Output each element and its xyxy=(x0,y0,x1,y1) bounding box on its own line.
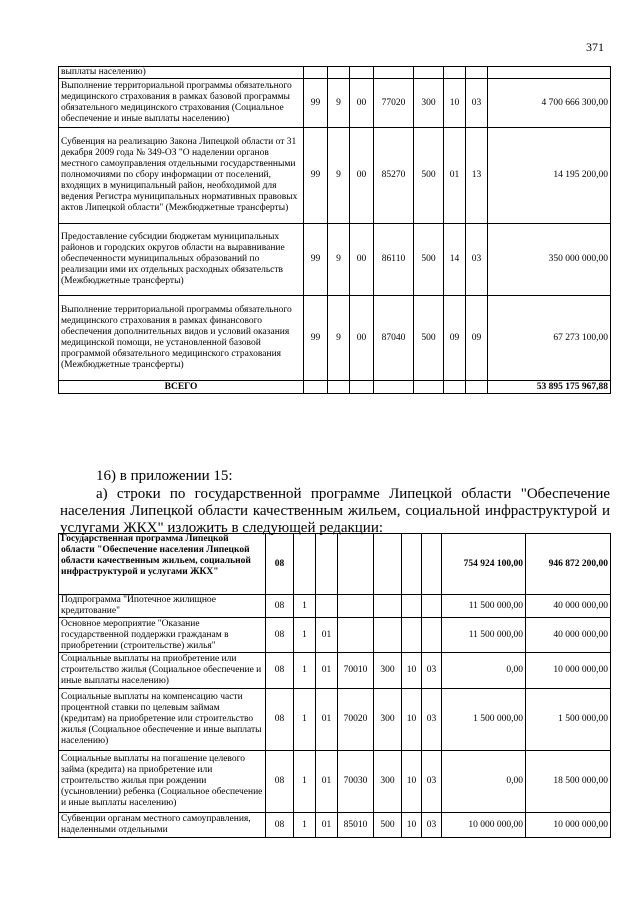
code-2: 1 xyxy=(294,689,316,751)
code-7: 03 xyxy=(422,689,442,751)
code-6 xyxy=(444,67,466,79)
code-1 xyxy=(304,67,328,79)
code-5: 300 xyxy=(374,751,402,813)
code-3: 01 xyxy=(316,751,338,813)
code-1: 08 xyxy=(266,653,294,689)
code-4: 85270 xyxy=(374,128,414,224)
amount-year-1: 11 500 000,00 xyxy=(442,595,526,618)
code-1: 08 xyxy=(266,689,294,751)
code-2: 1 xyxy=(294,595,316,618)
row-name: выплаты населению) xyxy=(59,67,304,79)
code-6: 01 xyxy=(444,128,466,224)
amount-year-2: 18 500 000,00 xyxy=(526,751,611,813)
amount-year-1: 10 000 000,00 xyxy=(442,813,526,838)
code-2: 9 xyxy=(328,224,350,296)
row-name: Предоставление субсидии бюджетам муниципальных районов и городских округов области на выравнивание обеспеченности муниципальных образований по реализации ими их отдельных расходных обязательств (Межбюджетные трансферты) xyxy=(59,224,304,296)
amount-year-2: 40 000 000,00 xyxy=(526,595,611,618)
code-6: 09 xyxy=(444,296,466,381)
code-6: 10 xyxy=(402,689,422,751)
code-1: 08 xyxy=(266,534,294,595)
code-3: 01 xyxy=(316,689,338,751)
code-1: 99 xyxy=(304,224,328,296)
row-amount xyxy=(488,67,611,79)
code-7: 03 xyxy=(422,813,442,838)
table-row xyxy=(59,689,611,751)
code-5 xyxy=(374,618,402,653)
code-4: 87040 xyxy=(374,296,414,381)
total-label: ВСЕГО xyxy=(59,381,304,394)
row-amount: 67 273 100,00 xyxy=(488,296,611,381)
code-1: 08 xyxy=(266,751,294,813)
code-3 xyxy=(316,595,338,618)
code-6 xyxy=(402,534,422,595)
code-7 xyxy=(422,534,442,595)
code-3: 00 xyxy=(350,128,374,224)
code-4: 70030 xyxy=(338,751,374,813)
code-4 xyxy=(338,595,374,618)
code-6: 10 xyxy=(402,653,422,689)
total-row xyxy=(59,381,611,394)
code-7: 09 xyxy=(466,296,488,381)
code-4: 85010 xyxy=(338,813,374,838)
amount-year-1: 11 500 000,00 xyxy=(442,618,526,653)
code-6 xyxy=(402,595,422,618)
table-row xyxy=(59,128,611,224)
code-2: 9 xyxy=(328,128,350,224)
code-4: 70010 xyxy=(338,653,374,689)
total-amount: 53 895 175 967,88 xyxy=(488,381,611,394)
row-name: Субвенции органам местного самоуправления, наделенными отдельными xyxy=(59,813,266,838)
code-6: 10 xyxy=(402,751,422,813)
code-3 xyxy=(316,534,338,595)
code-3: 00 xyxy=(350,224,374,296)
code-2: 1 xyxy=(294,618,316,653)
code-5 xyxy=(374,534,402,595)
code-4: 86110 xyxy=(374,224,414,296)
code-7 xyxy=(466,67,488,79)
code-4 xyxy=(338,534,374,595)
code-7: 03 xyxy=(422,751,442,813)
code-4 xyxy=(338,618,374,653)
table-row xyxy=(59,67,611,79)
table-row xyxy=(59,618,611,653)
code-3: 01 xyxy=(316,618,338,653)
page-number: 371 xyxy=(586,40,604,54)
table-row xyxy=(59,653,611,689)
row-name: Социальные выплаты на компенсацию части процентной ставки по целевым займам (кредитам) на приобретение или строительство жилья (Социальное обеспечение и иные выплаты населению) xyxy=(59,689,266,751)
code-2: 1 xyxy=(294,751,316,813)
code-5: 500 xyxy=(374,813,402,838)
code-3 xyxy=(350,67,374,79)
table-row xyxy=(59,224,611,296)
table-row xyxy=(59,296,611,381)
amount-year-2: 40 000 000,00 xyxy=(526,618,611,653)
code-5: 500 xyxy=(414,296,444,381)
code-5: 500 xyxy=(414,128,444,224)
table-row xyxy=(59,595,611,618)
code-5: 300 xyxy=(374,653,402,689)
code-7: 13 xyxy=(466,128,488,224)
code-5: 300 xyxy=(374,689,402,751)
code-2: 1 xyxy=(294,653,316,689)
paragraph-a: а) строки по государственной программе Липецкой области "Обеспечение населения Липецкой области качественным жильем, социальной инфраструктурой и услугами ЖКХ" изложить в следующей редакции: xyxy=(60,486,610,536)
row-name: Подпрограмма "Ипотечное жилищное кредитование" xyxy=(59,595,266,618)
table-row xyxy=(59,534,611,595)
code-1: 08 xyxy=(266,595,294,618)
budget-table-continuation xyxy=(58,66,611,394)
row-name: Субвенция на реализацию Закона Липецкой области от 31 декабря 2009 года № 349-ОЗ "О наделении органов местного самоуправления отдельными государственными полномочиями по сбору информации от поселений, входящих в муниципальный район, необходимой для ведения Регистра муниципальных нормативных правовых актов Липецкой области" (Межбюджетные трансферты) xyxy=(59,128,304,224)
code-6: 10 xyxy=(402,813,422,838)
code-3: 01 xyxy=(316,653,338,689)
code-2: 1 xyxy=(294,813,316,838)
code-1: 08 xyxy=(266,618,294,653)
row-name: Выполнение территориальной программы обязательного медицинского страхования в рамках базовой программы обязательного медицинского страхования (Социальное обеспечение и иные выплаты населению) xyxy=(59,79,304,128)
row-name: Социальные выплаты на погашение целевого займа (кредита) на приобретение или строительство жилья при рождении (усыновлении) ребенка (Социальное обеспечение и иные выплаты населению) xyxy=(59,751,266,813)
row-name: Социальные выплаты на приобретение или строительство жилья (Социальное обеспечение и иные выплаты населению) xyxy=(59,653,266,689)
code-6: 14 xyxy=(444,224,466,296)
code-6: 10 xyxy=(444,79,466,128)
table-row xyxy=(59,751,611,813)
code-1: 99 xyxy=(304,128,328,224)
amount-year-1: 0,00 xyxy=(442,653,526,689)
code-7 xyxy=(422,618,442,653)
row-name: Выполнение территориальной программы обязательного медицинского страхования в рамках финансового обеспечения дополнительных видов и условий оказания медицинской помощи, не установленной базовой программой обязательного медицинского страхования (Межбюджетные трансферты) xyxy=(59,296,304,381)
code-7: 03 xyxy=(466,79,488,128)
row-name: Основное мероприятие "Оказание государственной поддержки гражданам в приобретении (строительстве) жилья" xyxy=(59,618,266,653)
code-4 xyxy=(374,67,414,79)
section-heading: 16) в приложении 15: xyxy=(96,468,233,484)
housing-program-table xyxy=(58,533,611,838)
code-1: 08 xyxy=(266,813,294,838)
code-3: 00 xyxy=(350,296,374,381)
code-7: 03 xyxy=(466,224,488,296)
table-row xyxy=(59,79,611,128)
amount-year-2: 946 872 200,00 xyxy=(526,534,611,595)
code-5 xyxy=(374,595,402,618)
code-2: 9 xyxy=(328,79,350,128)
amount-year-2: 10 000 000,00 xyxy=(526,653,611,689)
row-amount: 14 195 200,00 xyxy=(488,128,611,224)
amount-year-1: 0,00 xyxy=(442,751,526,813)
amount-year-2: 1 500 000,00 xyxy=(526,689,611,751)
row-amount: 350 000 000,00 xyxy=(488,224,611,296)
code-3: 00 xyxy=(350,79,374,128)
code-2 xyxy=(328,67,350,79)
code-2: 9 xyxy=(328,296,350,381)
code-4: 70020 xyxy=(338,689,374,751)
code-7: 03 xyxy=(422,653,442,689)
row-name: Государственная программа Липецкой области "Обеспечение населения Липецкой области качественным жильем, социальной инфраструктурой и услугами ЖКХ" xyxy=(59,534,266,595)
code-4: 77020 xyxy=(374,79,414,128)
code-1: 99 xyxy=(304,79,328,128)
amount-year-1: 754 924 100,00 xyxy=(442,534,526,595)
code-5 xyxy=(414,67,444,79)
table-row xyxy=(59,813,611,838)
code-3: 01 xyxy=(316,813,338,838)
code-6 xyxy=(402,618,422,653)
code-5: 300 xyxy=(414,79,444,128)
code-2 xyxy=(294,534,316,595)
code-7 xyxy=(422,595,442,618)
code-5: 500 xyxy=(414,224,444,296)
row-amount: 4 700 666 300,00 xyxy=(488,79,611,128)
amount-year-1: 1 500 000,00 xyxy=(442,689,526,751)
amount-year-2: 10 000 000,00 xyxy=(526,813,611,838)
code-1: 99 xyxy=(304,296,328,381)
